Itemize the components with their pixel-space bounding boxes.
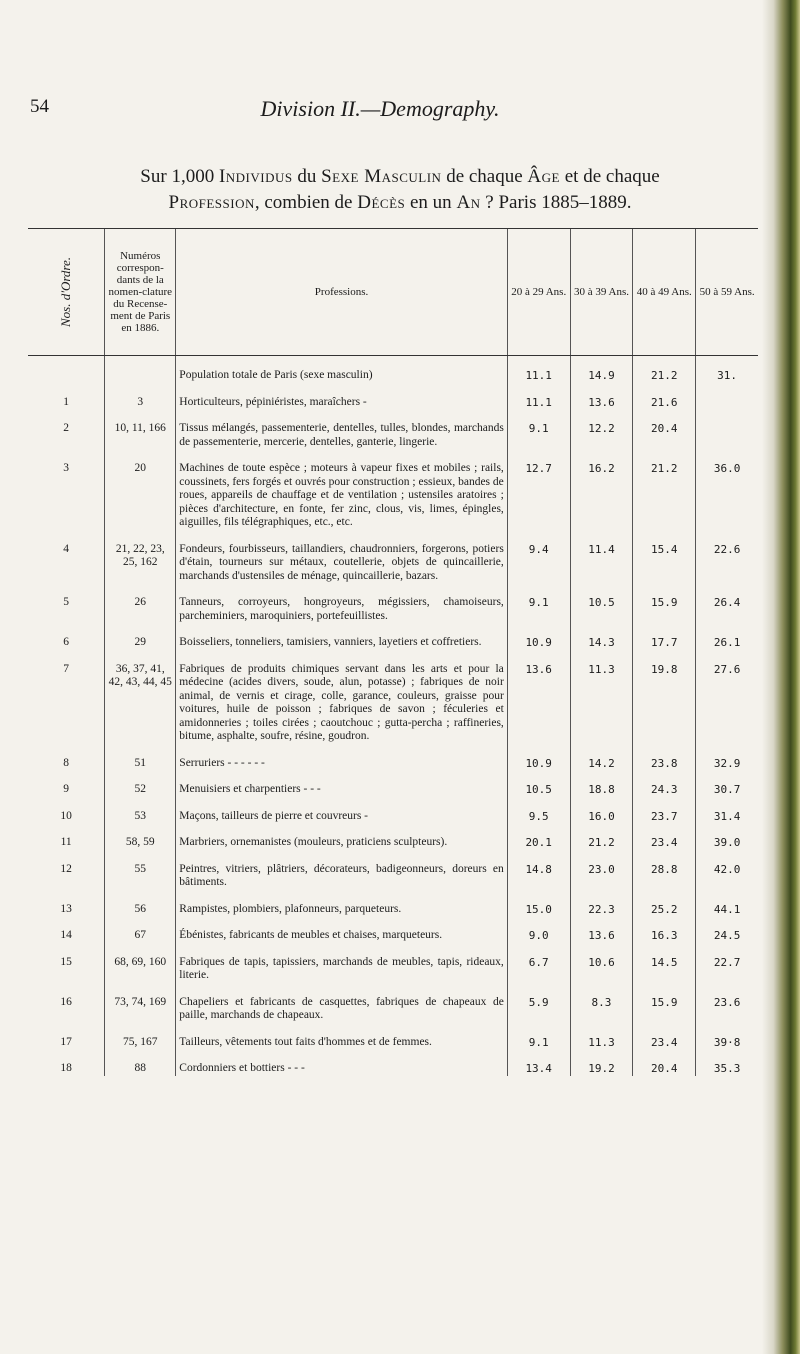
row-value-40-49: 17.7 xyxy=(633,636,696,650)
row-value-30-39: 11.4 xyxy=(570,543,633,584)
row-value-50-59: 31.4 xyxy=(696,810,758,824)
row-order-number: 5 xyxy=(63,596,69,608)
row-value-30-39: 11.3 xyxy=(570,1036,633,1050)
row-value-40-49: 15.4 xyxy=(633,543,696,584)
table-body xyxy=(28,356,758,1076)
table-row xyxy=(28,462,758,530)
row-profession: Rampistes, plombiers, plafonneurs, parqueteurs. xyxy=(176,903,508,917)
row-value-50-59: 27.6 xyxy=(696,663,758,744)
header-ref: Numéros correspon-dants de la nomen-clature du Recense-ment de Paris en 1886. xyxy=(105,229,176,356)
row-profession: Serruriers - - - - - - xyxy=(176,757,508,771)
row-census-ref: 10, 11, 166 xyxy=(105,422,176,449)
row-value-40-49: 24.3 xyxy=(633,783,696,797)
row-spacer xyxy=(28,530,758,543)
row-profession: Fabriques de tapis, tapissiers, marchands de meubles, tapis, rideaux, literie. xyxy=(176,956,508,983)
row-spacer xyxy=(28,623,758,636)
header-age-30-39: 30 à 39 Ans. xyxy=(570,229,633,356)
row-order-number: 1 xyxy=(63,395,69,408)
row-value-30-39: 11.3 xyxy=(570,663,633,744)
row-value-40-49: 14.5 xyxy=(633,956,696,983)
table-row xyxy=(28,903,758,917)
table-row xyxy=(28,543,758,584)
row-value-40-49: 16.3 xyxy=(633,929,696,943)
row-value-30-39: 16.0 xyxy=(570,810,633,824)
row-value-30-39: 14.2 xyxy=(570,757,633,771)
row-spacer xyxy=(28,1023,758,1036)
row-census-ref: 3 xyxy=(105,396,176,410)
row-profession: Cordonniers et bottiers - - - xyxy=(176,1062,508,1076)
row-value-40-49: 23.4 xyxy=(633,836,696,850)
row-value-20-29: 10.5 xyxy=(507,783,570,797)
row-order-number: 2 xyxy=(63,422,69,434)
row-value-30-39: 14.9 xyxy=(570,369,633,383)
row-value-20-29: 15.0 xyxy=(507,903,570,917)
row-spacer xyxy=(28,449,758,462)
row-value-30-39: 13.6 xyxy=(570,396,633,410)
row-census-ref: 53 xyxy=(105,810,176,824)
row-value-20-29: 6.7 xyxy=(507,956,570,983)
row-spacer xyxy=(28,383,758,396)
row-profession: Boisseliers, tonneliers, tamisiers, vanniers, layetiers et coffretiers. xyxy=(176,636,508,650)
row-profession: Tanneurs, corroyeurs, hongroyeurs, mégissiers, chamoiseurs, parcheminiers, maroquiniers, portefeuillistes. xyxy=(176,596,508,623)
header-age-20-29: 20 à 29 Ans. xyxy=(507,229,570,356)
row-spacer xyxy=(28,890,758,903)
row-value-40-49: 15.9 xyxy=(633,596,696,623)
row-value-20-29: 13.4 xyxy=(507,1062,570,1076)
row-spacer xyxy=(28,1049,758,1062)
row-census-ref: 75, 167 xyxy=(105,1036,176,1050)
row-value-40-49: 21.2 xyxy=(633,369,696,383)
row-value-40-49: 28.8 xyxy=(633,863,696,890)
row-value-30-39: 10.6 xyxy=(570,956,633,983)
row-profession: Machines de toute espèce ; moteurs à vapeur fixes et mobiles ; rails, coussinets, fers forgés et ouvrés pour construction ; essieux, bandes de roues, appareils de chauffage et de ventilation ; ustensiles aratoires ; pièces d'architecture, en fonte, fer zinc, clous, vis, limes, épingles, aiguilles, fils télégraphiques, etc., etc. xyxy=(176,462,508,530)
row-profession: Chapeliers et fabricants de casquettes, fabriques de chapeaux de paille, marchands de chapeaux. xyxy=(176,996,508,1023)
row-census-ref: 26 xyxy=(105,596,176,623)
row-value-50-59: 42.0 xyxy=(696,863,758,890)
row-value-50-59: 35.3 xyxy=(696,1062,758,1076)
table-row xyxy=(28,783,758,797)
row-order-number: 11 xyxy=(60,836,72,848)
row-value-20-29: 20.1 xyxy=(507,836,570,850)
title-line-1: Sur 1,000 Individus du Sexe Masculin de chaque Âge et de chaque xyxy=(140,166,660,187)
row-value-30-39: 21.2 xyxy=(570,836,633,850)
row-value-40-49: 21.2 xyxy=(633,462,696,530)
row-spacer xyxy=(28,356,758,370)
book-spine-edge xyxy=(762,0,800,1354)
table-row xyxy=(28,810,758,824)
row-order-number: 15 xyxy=(60,955,72,968)
table-row xyxy=(28,596,758,623)
row-profession: Peintres, vitriers, plâtriers, décorateurs, badigeonneurs, doreurs en bâtiments. xyxy=(176,863,508,890)
table-row xyxy=(28,836,758,850)
row-value-40-49: 15.9 xyxy=(633,996,696,1023)
header-age-50-59: 50 à 59 Ans. xyxy=(696,229,758,356)
row-order-number: 14 xyxy=(60,929,72,941)
row-census-ref xyxy=(105,369,176,383)
row-census-ref: 21, 22, 23, 25, 162 xyxy=(105,543,176,584)
row-order-number: 13 xyxy=(60,902,72,915)
row-value-20-29: 9.1 xyxy=(507,1036,570,1050)
row-census-ref: 88 xyxy=(105,1062,176,1076)
row-value-30-39: 18.8 xyxy=(570,783,633,797)
row-spacer xyxy=(28,744,758,757)
row-value-50-59: 39·8 xyxy=(696,1036,758,1050)
table-header-row xyxy=(28,229,758,356)
table-row xyxy=(28,396,758,410)
row-value-20-29: 12.7 xyxy=(507,462,570,530)
row-spacer xyxy=(28,916,758,929)
row-spacer xyxy=(28,797,758,810)
row-value-50-59: 32.9 xyxy=(696,757,758,771)
row-value-20-29: 9.0 xyxy=(507,929,570,943)
table-title xyxy=(40,164,760,216)
row-value-40-49: 23.7 xyxy=(633,810,696,824)
row-order-number: 9 xyxy=(63,783,69,795)
row-value-50-59: 24.5 xyxy=(696,929,758,943)
table-row xyxy=(28,663,758,744)
row-profession: Population totale de Paris (sexe masculin) xyxy=(176,369,508,383)
row-spacer xyxy=(28,823,758,836)
row-profession: Tissus mélangés, passementerie, dentelles, tulles, blondes, marchands de passementerie, mercerie, dentelles, ganterie, lingerie. xyxy=(176,422,508,449)
row-value-40-49: 23.4 xyxy=(633,1036,696,1050)
row-value-20-29: 10.9 xyxy=(507,757,570,771)
page-number: 54 xyxy=(30,96,49,117)
row-order-number: 4 xyxy=(63,542,69,555)
table-row xyxy=(28,996,758,1023)
row-profession: Fondeurs, fourbisseurs, taillandiers, chaudronniers, forgerons, potiers d'étain, tourneurs sur métaux, coutellerie, objets de quincaillerie, marchands d'ustensiles de ménage, quincaillerie, bazars. xyxy=(176,543,508,584)
title-line-2: Profession, combien de Décès en un An ? Paris 1885–1889. xyxy=(168,192,632,213)
row-spacer xyxy=(28,983,758,996)
table-row xyxy=(28,636,758,650)
row-value-40-49: 20.4 xyxy=(633,422,696,449)
row-value-20-29: 11.1 xyxy=(507,369,570,383)
row-census-ref: 73, 74, 169 xyxy=(105,996,176,1023)
row-order-number: 10 xyxy=(60,809,72,822)
row-value-20-29: 11.1 xyxy=(507,396,570,410)
row-profession: Marbriers, ornemanistes (mouleurs, praticiens sculpteurs). xyxy=(176,836,508,850)
row-profession: Ébénistes, fabricants de meubles et chaises, marqueteurs. xyxy=(176,929,508,943)
row-census-ref: 55 xyxy=(105,863,176,890)
row-value-50-59 xyxy=(696,396,758,410)
row-value-50-59: 31. xyxy=(696,369,758,383)
row-profession: Menuisiers et charpentiers - - - xyxy=(176,783,508,797)
row-value-20-29: 9.4 xyxy=(507,543,570,584)
row-value-20-29: 9.1 xyxy=(507,596,570,623)
row-census-ref: 58, 59 xyxy=(105,836,176,850)
mortality-table xyxy=(28,228,758,1076)
row-value-30-39: 16.2 xyxy=(570,462,633,530)
row-order-number: 16 xyxy=(60,995,72,1008)
row-value-20-29: 9.1 xyxy=(507,422,570,449)
row-value-30-39: 19.2 xyxy=(570,1062,633,1076)
row-census-ref: 52 xyxy=(105,783,176,797)
table-row xyxy=(28,863,758,890)
row-spacer xyxy=(28,650,758,663)
row-value-30-39: 23.0 xyxy=(570,863,633,890)
row-value-50-59: 26.4 xyxy=(696,596,758,623)
row-order-number: 12 xyxy=(60,862,72,875)
row-order-number xyxy=(28,369,105,383)
row-spacer xyxy=(28,850,758,863)
row-census-ref: 56 xyxy=(105,903,176,917)
row-profession: Tailleurs, vêtements tout faits d'hommes et de femmes. xyxy=(176,1036,508,1050)
row-order-number: 18 xyxy=(60,1062,72,1074)
row-value-50-59: 30.7 xyxy=(696,783,758,797)
row-value-40-49: 23.8 xyxy=(633,757,696,771)
table-row xyxy=(28,956,758,983)
header-ord: Nos. d'Ordre. xyxy=(28,229,105,356)
row-value-20-29: 9.5 xyxy=(507,810,570,824)
header-age-40-49: 40 à 49 Ans. xyxy=(633,229,696,356)
row-order-number: 7 xyxy=(63,662,69,675)
row-profession: Maçons, tailleurs de pierre et couvreurs - xyxy=(176,810,508,824)
running-title: Division II.—Demography. xyxy=(260,96,500,121)
table-row xyxy=(28,1062,758,1076)
row-order-number: 8 xyxy=(63,756,69,769)
row-census-ref: 51 xyxy=(105,757,176,771)
row-profession: Fabriques de produits chimiques servant dans les arts et pour la médecine (acides divers, soude, alun, potasse) ; fabriques de noir animal, de vernis et cirage, colle, garance, couleurs, graisse pour voitures, huile de poisson ; fabriques de savon ; féculeries et amidonneries ; toiles cirées ; caoutchouc ; gutta-percha ; raffineries, bitume, asphalte, soufre, résine, goudron. xyxy=(176,663,508,744)
table-row xyxy=(28,929,758,943)
table-row xyxy=(28,1036,758,1050)
row-value-40-49: 25.2 xyxy=(633,903,696,917)
table-row xyxy=(28,757,758,771)
row-profession: Horticulteurs, pépiniéristes, maraîchers - xyxy=(176,396,508,410)
row-value-50-59: 39.0 xyxy=(696,836,758,850)
row-value-40-49: 20.4 xyxy=(633,1062,696,1076)
row-value-50-59: 22.7 xyxy=(696,956,758,983)
row-value-30-39: 13.6 xyxy=(570,929,633,943)
row-value-40-49: 21.6 xyxy=(633,396,696,410)
row-census-ref: 68, 69, 160 xyxy=(105,956,176,983)
row-order-number: 6 xyxy=(63,636,69,648)
row-value-40-49: 19.8 xyxy=(633,663,696,744)
row-value-50-59: 23.6 xyxy=(696,996,758,1023)
row-value-30-39: 10.5 xyxy=(570,596,633,623)
row-spacer xyxy=(28,770,758,783)
row-spacer xyxy=(28,943,758,956)
row-spacer xyxy=(28,583,758,596)
row-value-50-59: 44.1 xyxy=(696,903,758,917)
row-value-30-39: 22.3 xyxy=(570,903,633,917)
row-census-ref: 36, 37, 41, 42, 43, 44, 45 xyxy=(105,663,176,744)
header-prof: Professions. xyxy=(176,229,508,356)
row-value-20-29: 5.9 xyxy=(507,996,570,1023)
row-census-ref: 20 xyxy=(105,462,176,530)
row-order-number: 3 xyxy=(63,462,69,474)
row-value-50-59 xyxy=(696,422,758,449)
row-value-20-29: 10.9 xyxy=(507,636,570,650)
row-value-50-59: 26.1 xyxy=(696,636,758,650)
table-row xyxy=(28,422,758,449)
row-value-30-39: 12.2 xyxy=(570,422,633,449)
row-value-30-39: 8.3 xyxy=(570,996,633,1023)
row-order-number: 17 xyxy=(60,1035,72,1048)
row-census-ref: 67 xyxy=(105,929,176,943)
row-value-30-39: 14.3 xyxy=(570,636,633,650)
row-value-50-59: 36.0 xyxy=(696,462,758,530)
table-row xyxy=(28,369,758,383)
row-value-20-29: 13.6 xyxy=(507,663,570,744)
row-value-20-29: 14.8 xyxy=(507,863,570,890)
row-spacer xyxy=(28,409,758,422)
row-census-ref: 29 xyxy=(105,636,176,650)
row-value-50-59: 22.6 xyxy=(696,543,758,584)
